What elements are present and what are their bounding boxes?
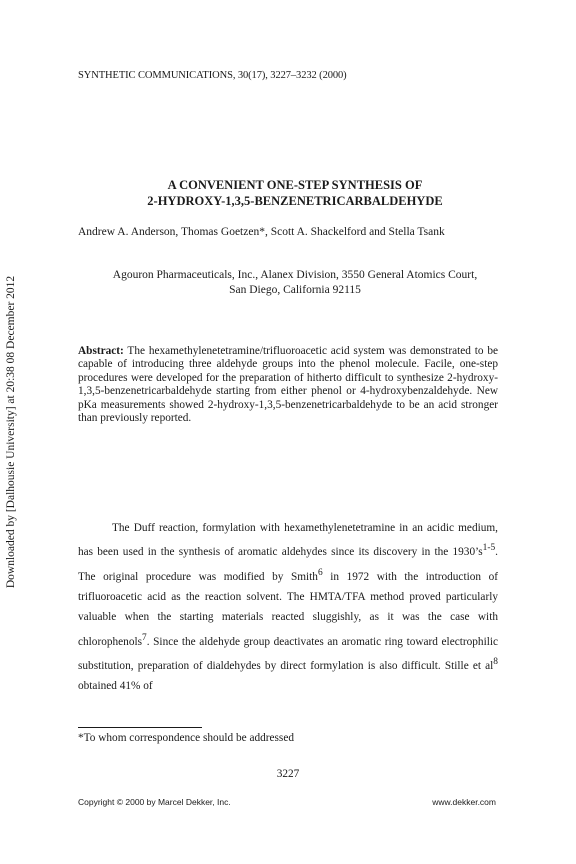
footnote: *To whom correspondence should be addressed xyxy=(78,732,294,744)
reference-marker: 7 xyxy=(142,632,147,643)
abstract xyxy=(78,345,498,425)
body-text-part: obtained 41% of xyxy=(78,679,153,692)
body-text-part: The Duff reaction, formylation with hexamethylenetetramine in an acidic medium, has been used in the synthesis of aromatic aldehydes since its discovery in the 1930’s xyxy=(78,522,498,559)
reference-marker: 1-5 xyxy=(482,543,496,554)
article-title-line-2: 2-HYDROXY-1,3,5-BENZENETRICARBALDEHYDE xyxy=(147,194,443,208)
reference-marker: 6 xyxy=(317,567,323,578)
abstract-label: Abstract: xyxy=(78,345,124,357)
affiliation-line-2: San Diego, California 92115 xyxy=(229,284,361,296)
download-watermark: Downloaded by [Dalhousie University] at 20:38 08 December 2012 xyxy=(5,275,17,589)
author-list: Andrew A. Anderson, Thomas Goetzen*, Scott A. Shackelford and Stella Tsank xyxy=(78,226,445,238)
reference-marker: 8 xyxy=(493,656,498,667)
publisher-website: www.dekker.com xyxy=(432,797,496,807)
article-title-line-1: A CONVENIENT ONE-STEP SYNTHESIS OF xyxy=(167,178,423,192)
copyright-notice: Copyright © 2000 by Marcel Dekker, Inc. xyxy=(78,797,231,807)
journal-header: SYNTHETIC COMMUNICATIONS, 30(17), 3227–3232 (2000) xyxy=(78,70,347,81)
body-paragraph xyxy=(78,518,498,696)
footnote-divider xyxy=(78,727,202,728)
body-text-part: in 1972 with the introduction of trifluoroacetic acid as the reaction solvent. The HMTA/TFA method proved particularly valuable when the starting materials reacted sluggishly, as it was the case with chlorophenols xyxy=(78,570,498,648)
affiliation-line-1: Agouron Pharmaceuticals, Inc., Alanex Division, 3550 General Atomics Court, xyxy=(112,269,478,281)
body-text-part: . The original procedure was modified by Smith xyxy=(78,546,498,583)
body-text-part: . Since the aldehyde group deactivates an aromatic ring toward electrophilic substitution, preparation of dialdehydes by direct formylation is also difficult. Stille et al xyxy=(78,635,498,672)
page-number: 3227 xyxy=(276,768,300,780)
abstract-text: The hexamethylenetetramine/trifluoroacetic acid system was demonstrated to be capable of introducing three aldehyde groups into the phenol molecule. Facile, one-step procedures were developed for the preparation of hitherto difficult to synthesize 2-hydroxy-1,3,5-benzenetricarbaldehyde starting from either phenol or 4-hydroxybenzaldehyde. New pKa measurements showed 2-hydroxy-1,3,5-benzenetricarbaldehyde to be an acid stronger than previously reported. xyxy=(78,345,498,425)
